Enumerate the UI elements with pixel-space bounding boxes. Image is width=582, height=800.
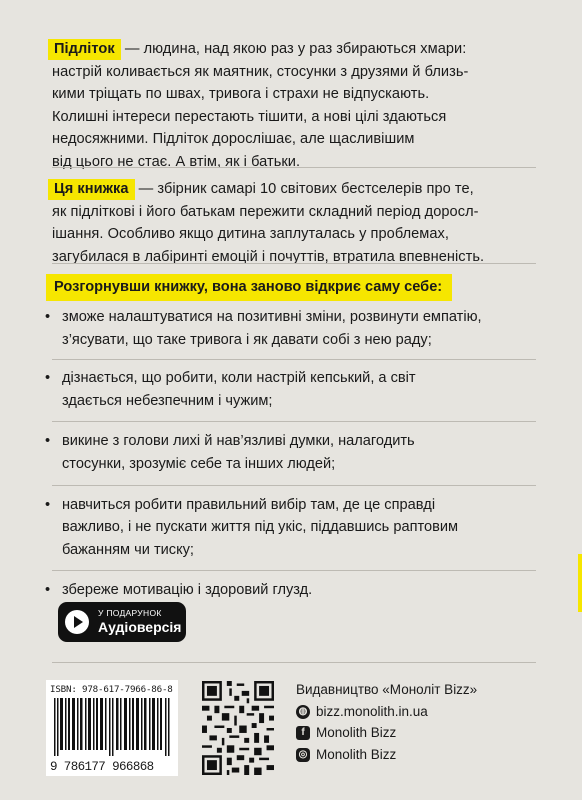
bullet-icon: •	[45, 309, 51, 325]
list-item-line: навчиться робити правильний вибір там, де це справді	[62, 496, 436, 513]
book-paragraph	[52, 178, 552, 268]
divider	[52, 263, 536, 264]
audio-badge-caption: У ПОДАРУНОК	[98, 608, 162, 618]
list-item	[45, 306, 552, 351]
facebook-link[interactable]: Monolith Bizz	[316, 725, 397, 740]
audio-badge-title: Аудіоверсія	[98, 619, 182, 635]
book-line-1: — збірник самарі 10 світових бестселерів про те,	[134, 181, 474, 197]
divider	[52, 570, 536, 571]
bullet-icon: •	[45, 582, 51, 599]
intro-line: кими тріщать по швах, тривога і страхи не відпускають.	[52, 86, 430, 103]
intro-paragraph	[52, 38, 552, 174]
yellow-edge-mark	[578, 554, 582, 612]
benefits-list	[45, 306, 552, 602]
list-item	[45, 494, 552, 562]
divider	[52, 485, 536, 486]
facebook-icon: f	[296, 726, 310, 740]
list-item-line: з’ясувати, що таке тривога і як давати собі з нею раду;	[62, 331, 432, 348]
list-item	[45, 430, 552, 475]
list-item-line: викине з голови лихі й нав’язливі думки, налагодить	[62, 433, 415, 450]
intro-line-1: — людина, над якою раз у раз збираються хмари:	[120, 41, 467, 57]
play-icon	[65, 610, 89, 634]
divider	[52, 359, 536, 360]
bullet-icon: •	[45, 370, 51, 387]
instagram-icon: ◎	[296, 748, 310, 762]
intro-line: настрій коливається як маятник, стосунки з друзями й близь-	[52, 63, 469, 80]
qr-code[interactable]	[202, 681, 274, 775]
publisher-name: Видавництво «Моноліт Bizz»	[296, 682, 478, 697]
bullet-icon: •	[45, 496, 51, 513]
audio-version-badge[interactable]	[58, 602, 186, 642]
divider	[52, 662, 536, 663]
book-line: ішання. Особливо якщо дитина заплуталась у проблемах,	[52, 226, 450, 243]
list-item-line: зможе налаштуватися на позитивні зміни, розвинути емпатію,	[62, 309, 482, 325]
intro-line: Колишні інтереси перестають тішити, а нові цілі здаються	[52, 108, 447, 125]
website-link[interactable]: bizz.monolith.in.ua	[316, 703, 428, 719]
book-line: загубилася в лабіринті емоцій і почуттів, втратила впевненість.	[52, 248, 485, 265]
list-item	[45, 579, 552, 602]
list-item-line: дізнається, що робити, коли настрій кепський, а світ	[62, 370, 416, 387]
barcode	[46, 680, 178, 776]
instagram-link[interactable]: Monolith Bizz	[316, 746, 397, 762]
list-item-line: важливо, і не пускати життя під укіс, піддавшись раптовим	[62, 519, 459, 536]
barcode-bars	[54, 698, 172, 756]
bullet-icon: •	[45, 433, 51, 450]
barcode-digits: 9 786177 966868	[50, 760, 154, 774]
list-item-line: здається небезпечним і чужим;	[62, 392, 273, 409]
intro-line: від цього не стає. А втім, як і батьки.	[52, 153, 301, 170]
book-line: як підліткові і його батькам пережити складний період доросл-	[52, 203, 479, 220]
isbn-text: ISBN: 978-617-7966-86-8	[50, 684, 173, 695]
divider	[52, 421, 536, 422]
list-item	[45, 367, 552, 412]
list-item-line: бажанням чи тиску;	[62, 541, 194, 558]
intro-line: недосяжними. Підліток дорослішає, але щасливішим	[52, 131, 415, 148]
globe-icon: ◍	[296, 705, 310, 719]
book-highlight-label: Ця книжка	[48, 179, 135, 200]
list-item-line: стосунки, зрозуміє себе та інших людей;	[62, 455, 336, 472]
list-item-line: збереже мотивацію і здоровий глузд.	[62, 582, 313, 599]
benefits-heading: Розгорнувши книжку, вона заново відкриє саму себе:	[46, 274, 452, 301]
divider	[52, 167, 536, 168]
intro-highlight-label: Підліток	[48, 39, 121, 60]
